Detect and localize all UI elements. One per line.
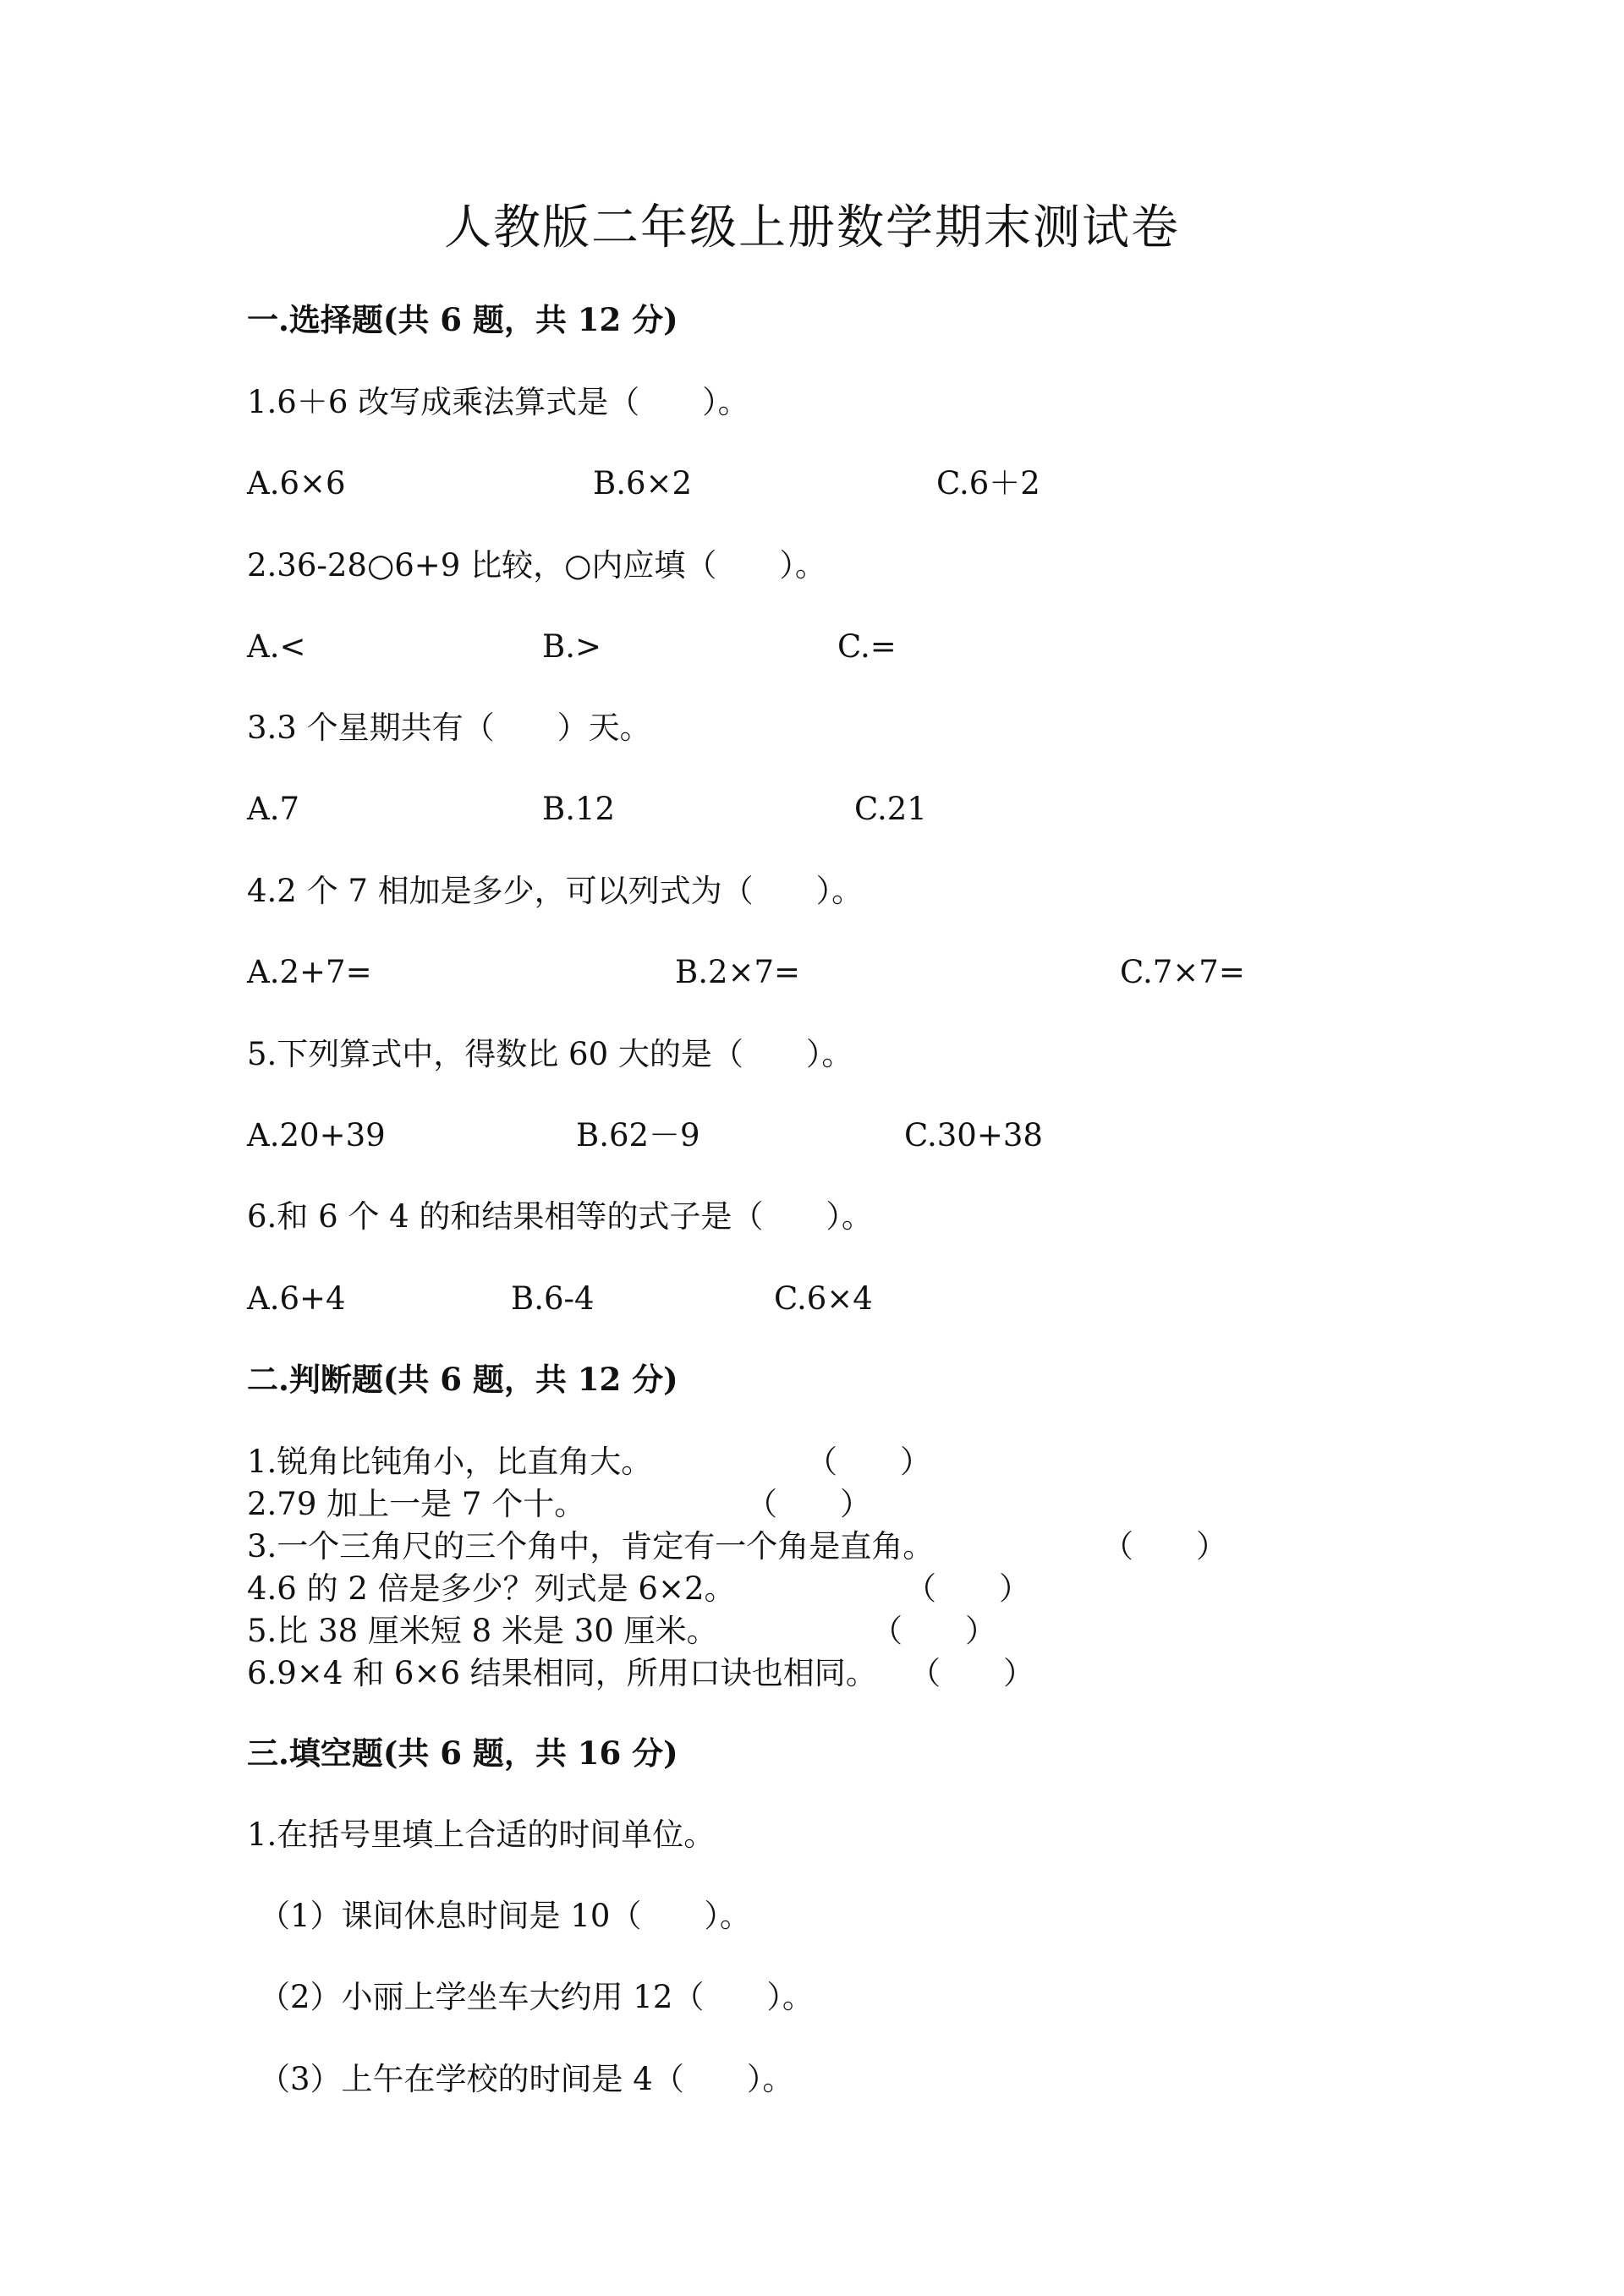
answer-parentheses: （ ）	[905, 1570, 1030, 1607]
question-text: 3.3 个星期共有（ ）天。	[247, 710, 651, 746]
judgment-item-text: 3.一个三角尺的三个角中，肯定有一个角是直角。	[247, 1528, 935, 1564]
option-c: C.7×7=	[1120, 954, 1245, 990]
answer-parentheses: （ ）	[746, 1486, 871, 1522]
option-c: C.6＋2	[936, 465, 1040, 501]
option-b: B.6×2	[593, 465, 693, 501]
answer-parentheses: （ ）	[806, 1444, 931, 1480]
question-text: 1.在括号里填上合适的时间单位。	[247, 1817, 716, 1853]
judgment-item-text: 1.锐角比钝角小，比直角大。	[247, 1444, 653, 1480]
judgment-item-text: 2.79 加上一是 7 个十。	[247, 1486, 586, 1522]
judgment-item-text: 5.比 38 厘米短 8 米是 30 厘米。	[247, 1613, 718, 1649]
option-b: B.>	[542, 628, 601, 665]
option-c: C.6×4	[774, 1280, 873, 1317]
option-c: C.=	[837, 628, 897, 665]
option-a: A.6+4	[247, 1280, 346, 1317]
question-text: 2.36-28○6+9 比较，○内应填（ ）。	[247, 547, 826, 584]
answer-parentheses: （ ）	[1102, 1528, 1227, 1564]
sub-question: （2）小丽上学坐车大约用 12（ ）。	[259, 1979, 814, 2015]
question-text: 1.6＋6 改写成乘法算式是（ ）。	[247, 384, 749, 420]
answer-parentheses: （ ）	[871, 1613, 996, 1649]
option-a: A.<	[247, 628, 306, 665]
option-b: B.62－9	[576, 1117, 700, 1153]
section-heading-choice: 一.选择题(共 6 题，共 12 分)	[247, 301, 678, 338]
question-text: 6.和 6 个 4 的和结果相等的式子是（ ）。	[247, 1198, 873, 1235]
option-a: A.7	[247, 791, 300, 827]
sub-question: （1）课间休息时间是 10（ ）。	[259, 1898, 751, 1934]
exam-title: 人教版二年级上册数学期末测试卷	[444, 200, 1180, 255]
question-text: 5.下列算式中，得数比 60 大的是（ ）。	[247, 1036, 853, 1072]
answer-parentheses: （ ）	[909, 1655, 1034, 1691]
option-c: C.30+38	[904, 1117, 1043, 1153]
section-heading-judgment: 二.判断题(共 6 题，共 12 分)	[247, 1361, 678, 1398]
option-b: B.12	[542, 791, 616, 827]
option-a: A.20+39	[247, 1117, 386, 1153]
option-a: A.6×6	[247, 465, 346, 501]
judgment-item-text: 4.6 的 2 倍是多少？列式是 6×2。	[247, 1570, 736, 1607]
question-text: 4.2 个 7 相加是多少，可以列式为（ ）。	[247, 873, 864, 909]
section-heading-fill-blank: 三.填空题(共 6 题，共 16 分)	[247, 1734, 678, 1772]
option-a: A.2+7=	[247, 954, 372, 990]
judgment-item-text: 6.9×4 和 6×6 结果相同，所用口诀也相同。	[247, 1655, 877, 1691]
option-c: C.21	[854, 791, 927, 827]
sub-question: （3）上午在学校的时间是 4（ ）。	[259, 2061, 794, 2097]
option-b: B.6-4	[511, 1280, 595, 1317]
option-b: B.2×7=	[675, 954, 801, 990]
